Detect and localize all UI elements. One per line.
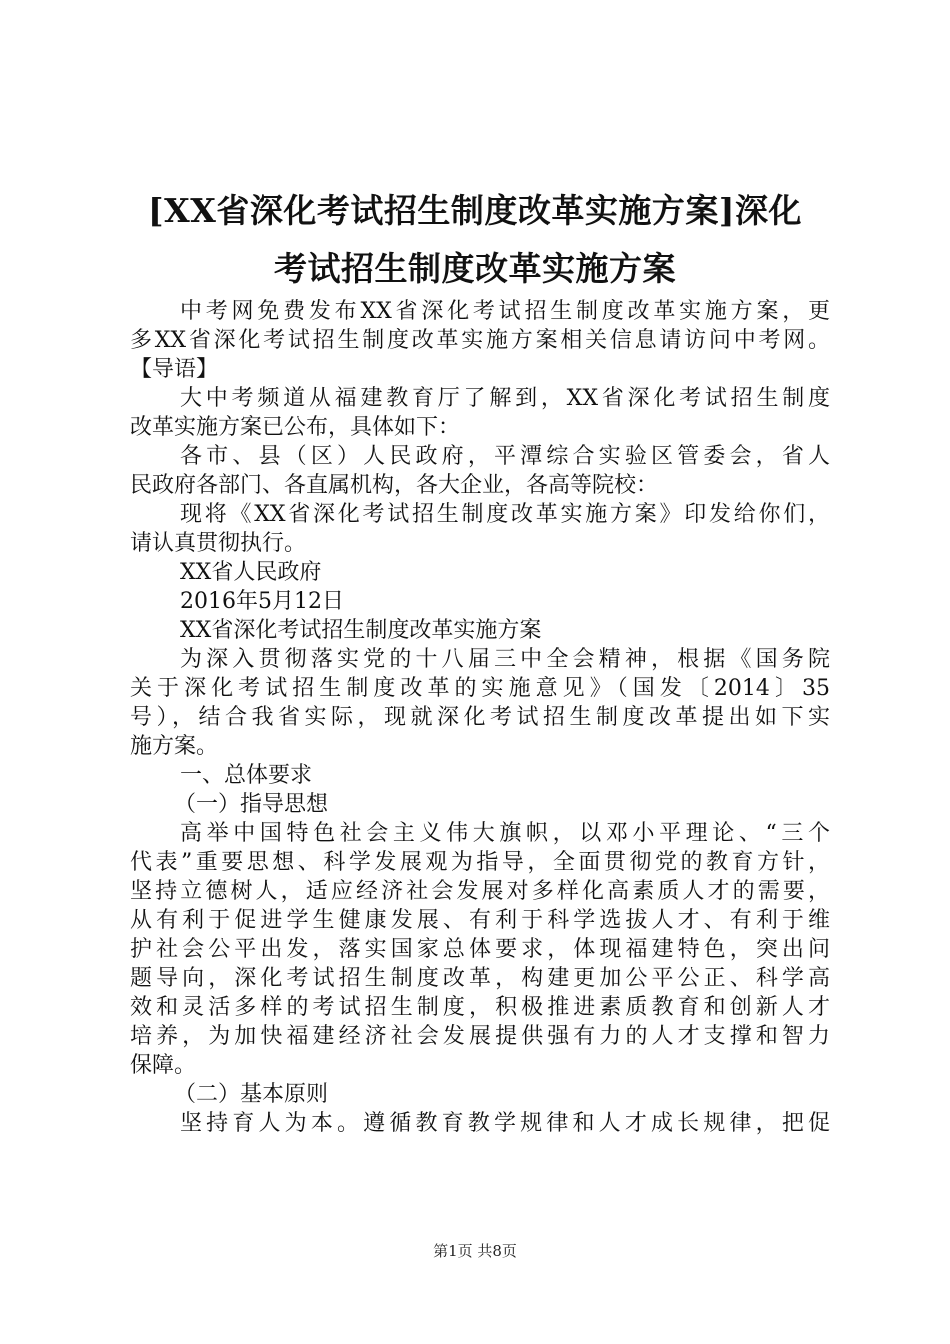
body-line: 各市、县（区）人民政府，平潭综合实验区管委会，省人	[180, 444, 830, 469]
document-title-line-2: 考试招生制度改革实施方案	[274, 249, 676, 288]
body-line: 大中考频道从福建教育厅了解到，XX省深化考试招生制度	[180, 386, 830, 411]
body-line: XX省人民政府	[180, 560, 322, 585]
body-line: 护社会公平出发，落实国家总体要求，体现福建特色，突出问	[130, 937, 830, 962]
body-line: 【导语】	[130, 357, 219, 382]
body-line: 多XX省深化考试招生制度改革实施方案相关信息请访问中考网。	[130, 328, 830, 353]
body-line: 施方案。	[130, 734, 219, 759]
body-line: 2016年5月12日	[180, 589, 344, 614]
body-line: （一）指导思想	[174, 792, 329, 817]
body-line: 民政府各部门、各直属机构，各大企业，各高等院校：	[130, 473, 659, 498]
body-line: 高举中国特色社会主义伟大旗帜，以邓小平理论、“三个	[180, 821, 830, 846]
document-body	[130, 297, 830, 1138]
body-line: 代表”重要思想、科学发展观为指导，全面贯彻党的教育方针，	[130, 850, 830, 875]
body-line: 现将《XX省深化考试招生制度改革实施方案》印发给你们，	[180, 502, 830, 527]
body-line: 为深入贯彻落实党的十八届三中全会精神，根据《国务院	[180, 647, 830, 672]
body-line: 一、总体要求	[180, 763, 313, 788]
body-line: 号），结合我省实际，现就深化考试招生制度改革提出如下实	[130, 705, 830, 730]
body-line: 保障。	[130, 1053, 197, 1078]
body-line: XX省深化考试招生制度改革实施方案	[180, 618, 542, 643]
body-line: 从有利于促进学生健康发展、有利于科学选拔人才、有利于维	[130, 908, 830, 933]
body-line: 题导向，深化考试招生制度改革，构建更加公平公正、科学高	[130, 966, 830, 991]
page-footer: 第1页 共8页	[433, 1242, 517, 1260]
body-line: 坚持立德树人，适应经济社会发展对多样化高素质人才的需要，	[130, 879, 830, 904]
body-line: （二）基本原则	[174, 1082, 329, 1107]
body-line: 中考网免费发布XX省深化考试招生制度改革实施方案，更	[180, 299, 830, 324]
body-line: 关于深化考试招生制度改革的实施意见》（国发〔2014〕35	[130, 676, 830, 701]
document-title-line-1: [XX省深化考试招生制度改革实施方案]深化	[148, 191, 802, 230]
body-line: 坚持育人为本。遵循教育教学规律和人才成长规律，把促	[180, 1111, 830, 1136]
body-line: 请认真贯彻执行。	[130, 531, 307, 556]
body-line: 效和灵活多样的考试招生制度，积极推进素质教育和创新人才	[130, 995, 830, 1020]
body-line: 培养，为加快福建经济社会发展提供强有力的人才支撑和智力	[130, 1024, 830, 1049]
body-line: 改革实施方案已公布，具体如下：	[130, 415, 461, 440]
